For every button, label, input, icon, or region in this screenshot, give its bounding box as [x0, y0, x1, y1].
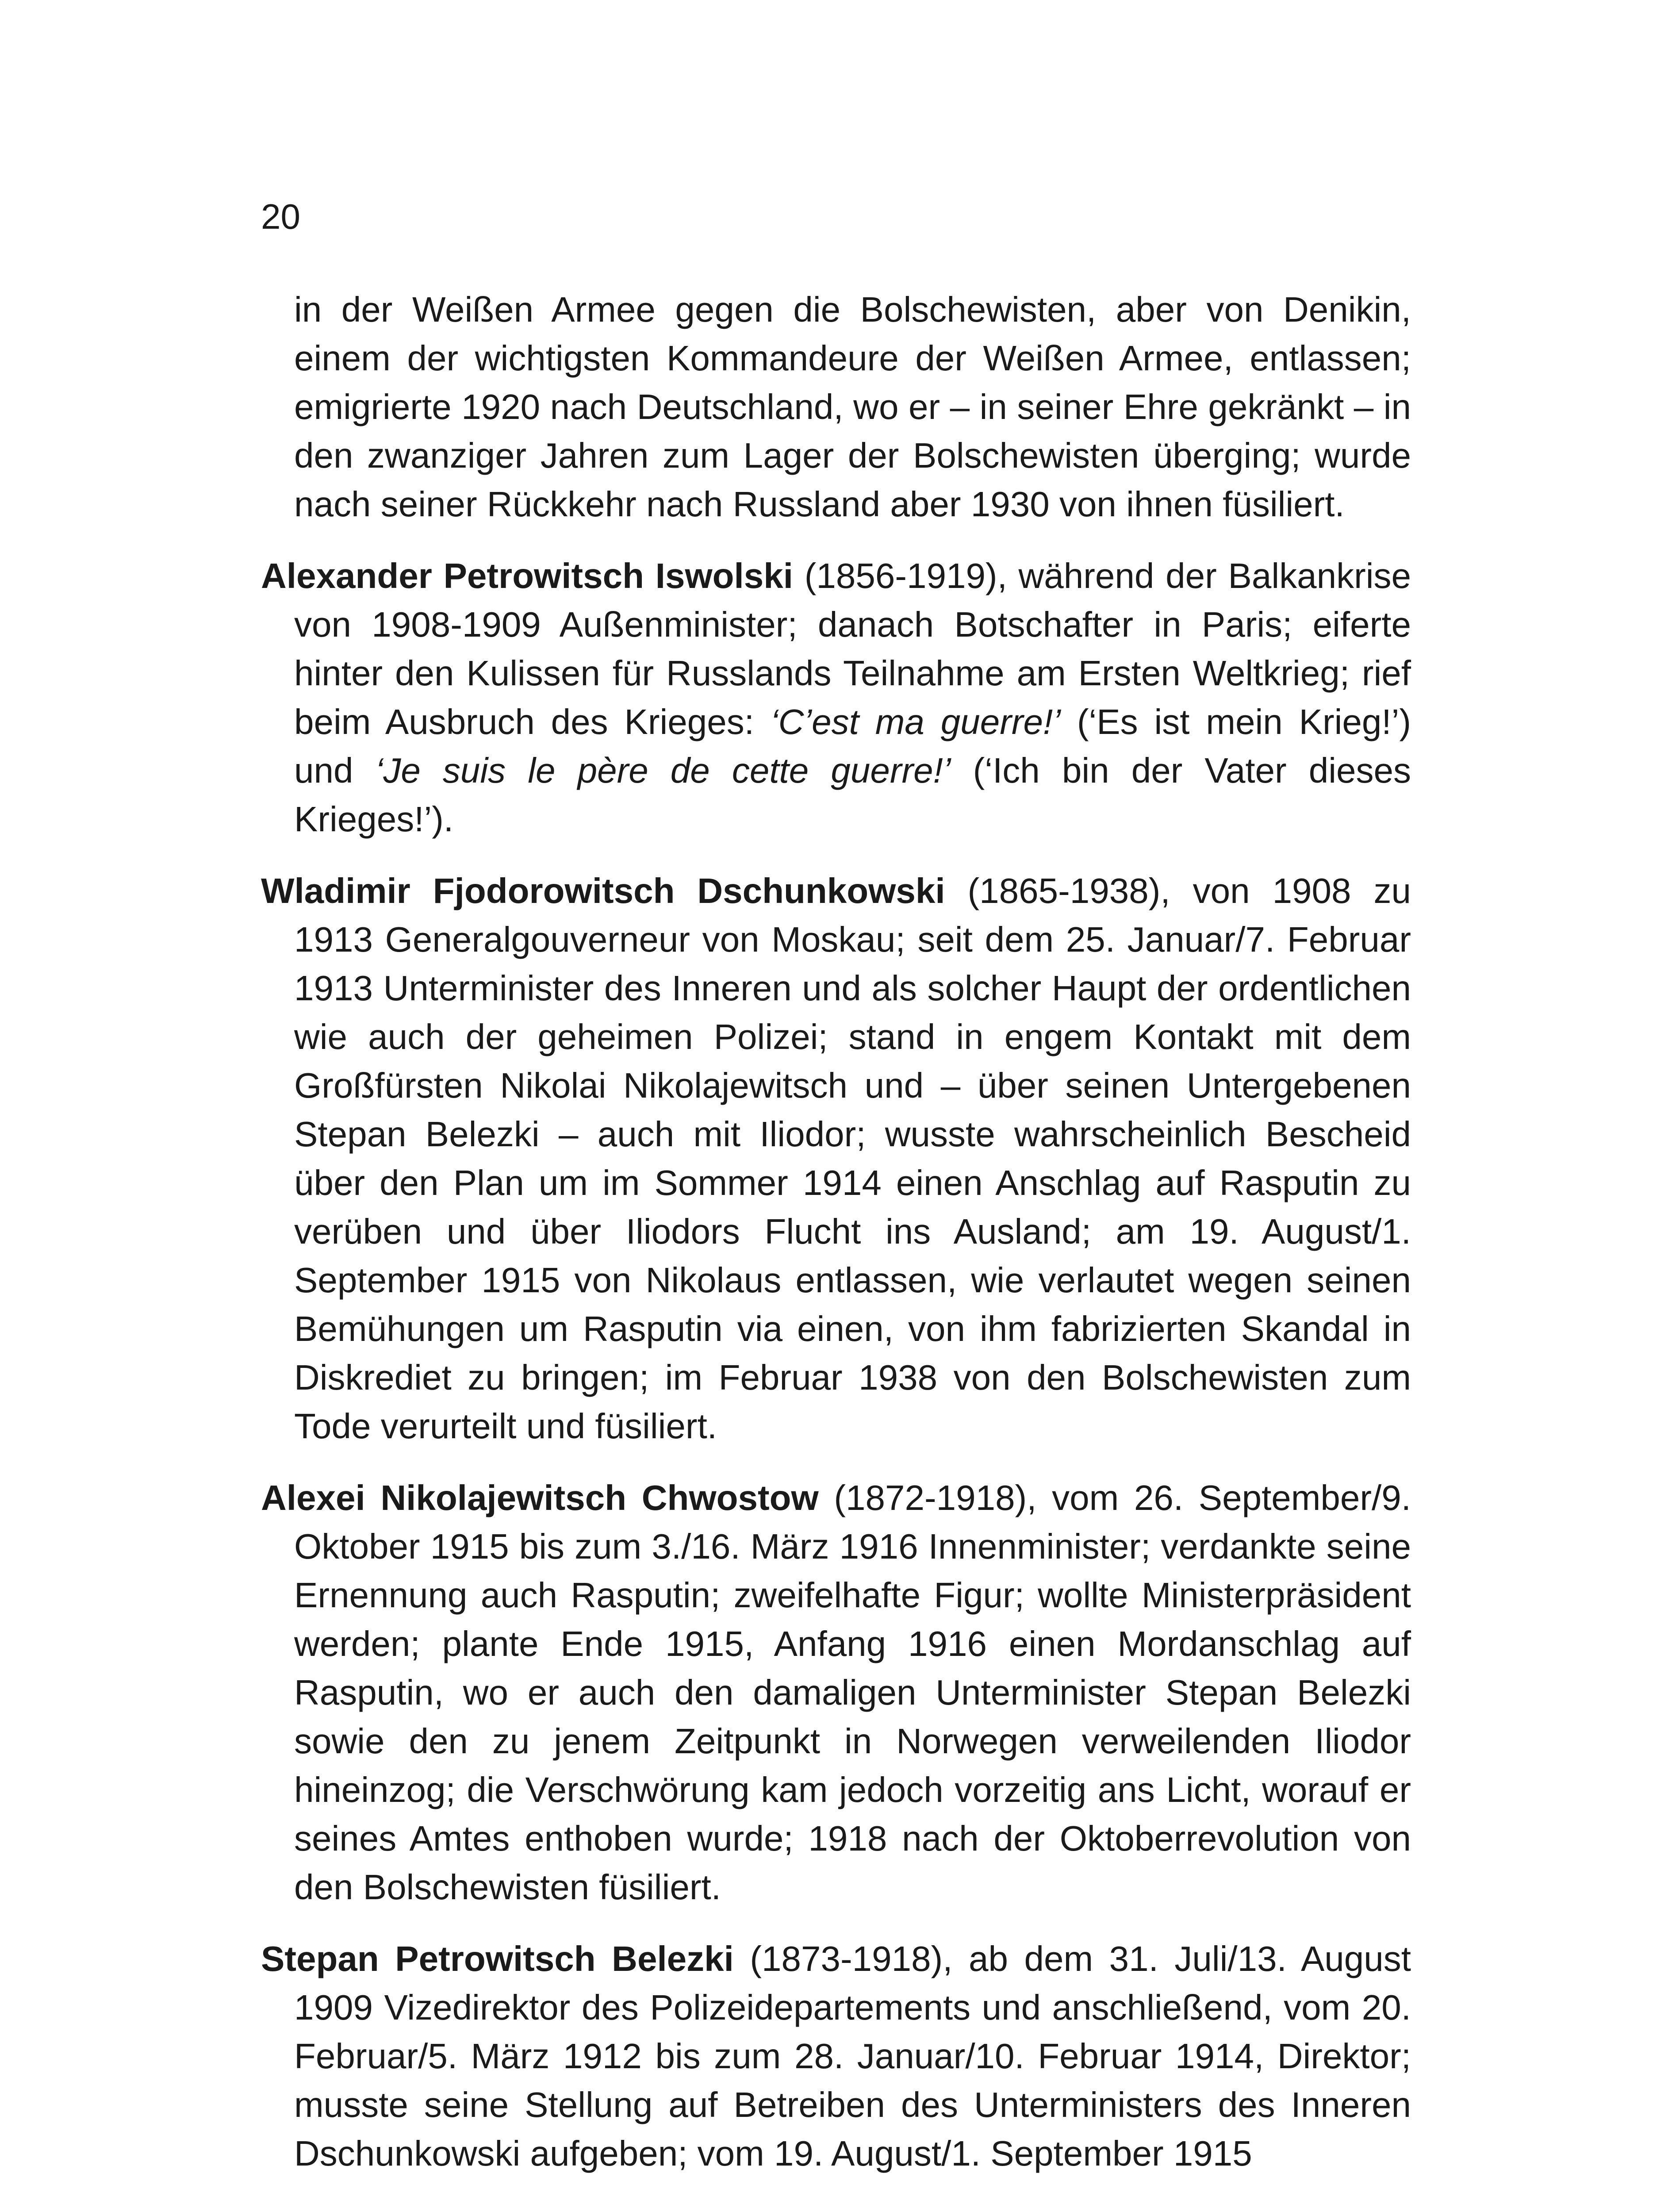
entry-name: Wladimir Fjodorowitsch Dschunkowski: [261, 871, 945, 910]
entry-text: (1872-1918), vom 26. September/9. Oktober 1915 bis zum 3./16. März 1916 Innenminister; verdankte seine Ernennung auch Rasputin; zweifelhafte Figur; wollte Ministerpräsident werden; plante Ende 1915, Anfang 1916 einen Mordanschlag auf Rasputin, wo er auch den damaligen Unterminister Stepan Belezki sowie den zu jenem Zeitpunkt in Norwegen verweilenden Iliodor hineinzog; die Verschwörung kam jedoch vorzeitig ans Licht, worauf er seines Amtes enthoben wurde; 1918 nach der Oktoberrevolution von den Bolschewisten füsiliert.: [294, 1478, 1411, 1907]
entry-text: (‘Ich bin der Vater dieses Krieges!’).: [294, 751, 1411, 839]
entry-name: Stepan Petrowitsch Belezki: [261, 1939, 734, 1978]
entry-quote: ‘C’est ma guerre!’: [770, 702, 1061, 741]
page-number: 20: [261, 197, 300, 236]
entry-text: (‘Es ist mein Krieg!’) und: [294, 702, 1411, 790]
body-text: [261, 285, 1411, 2201]
entry-chwostow: [261, 1474, 1411, 1912]
entry-text: (1856-1919), während der Balkankrise von 1908-1909 Außenminister; danach Botschafter in Paris; eiferte hinter den Kulissen für Russlands Teilnahme am Ersten Weltkrieg; rief beim Ausbruch des Krieges:: [294, 556, 1411, 741]
entry-name: Alexander Petrowitsch Iswolski: [261, 556, 793, 595]
entry-dschunkowski: [261, 867, 1411, 1451]
entry-belezki: [261, 1935, 1411, 2178]
entry-iswolski: [261, 552, 1411, 844]
entry-name: Alexei Nikolajewitsch Chwostow: [261, 1478, 819, 1517]
paragraph-continuation: [261, 285, 1411, 529]
entry-quote: ‘Je suis le père de cette guerre!’: [375, 751, 951, 790]
entry-text: (1865-1938), von 1908 zu 1913 Generalgouverneur von Moskau; seit dem 25. Januar/7. Februar 1913 Unterminister des Inneren und als solcher Haupt der ordentlichen wie auch der geheimen Polizei; stand in engem Kontakt mit dem Großfürsten Nikolai Nikolajewitsch und – über seinen Untergebenen Stepan Belezki – auch mit Iliodor; wusste wahrscheinlich Bescheid über den Plan um im Sommer 1914 einen Anschlag auf Rasputin zu verüben und über Iliodors Flucht ins Ausland; am 19. August/1. September 1915 von Nikolaus entlassen, wie verlautet wegen seinen Bemühungen um Rasputin via einen, von ihm fabrizierten Skandal in Diskrediet zu bringen; im Februar 1938 von den Bolschewisten zum Tode verurteilt und füsiliert.: [294, 871, 1411, 1446]
paragraph-text: in der Weißen Armee gegen die Bolschewisten, aber von Denikin, einem der wichtigsten Kommandeure der Weißen Armee, entlassen; emigrierte 1920 nach Deutschland, wo er – in seiner Ehre gekränkt – in den zwanziger Jahren zum Lager der Bolschewisten überging; wurde nach seiner Rückkehr nach Russland aber 1930 von ihnen füsiliert.: [294, 290, 1411, 524]
entry-text: (1873-1918), ab dem 31. Juli/13. August 1909 Vizedirektor des Polizeidepartements und anschließend, vom 20. Februar/5. März 1912 bis zum 28. Januar/10. Februar 1914, Direktor; musste seine Stellung auf Betreiben des Unterministers des Inneren Dschunkowski aufgeben; vom 19. August/1. September 1915: [294, 1939, 1411, 2173]
